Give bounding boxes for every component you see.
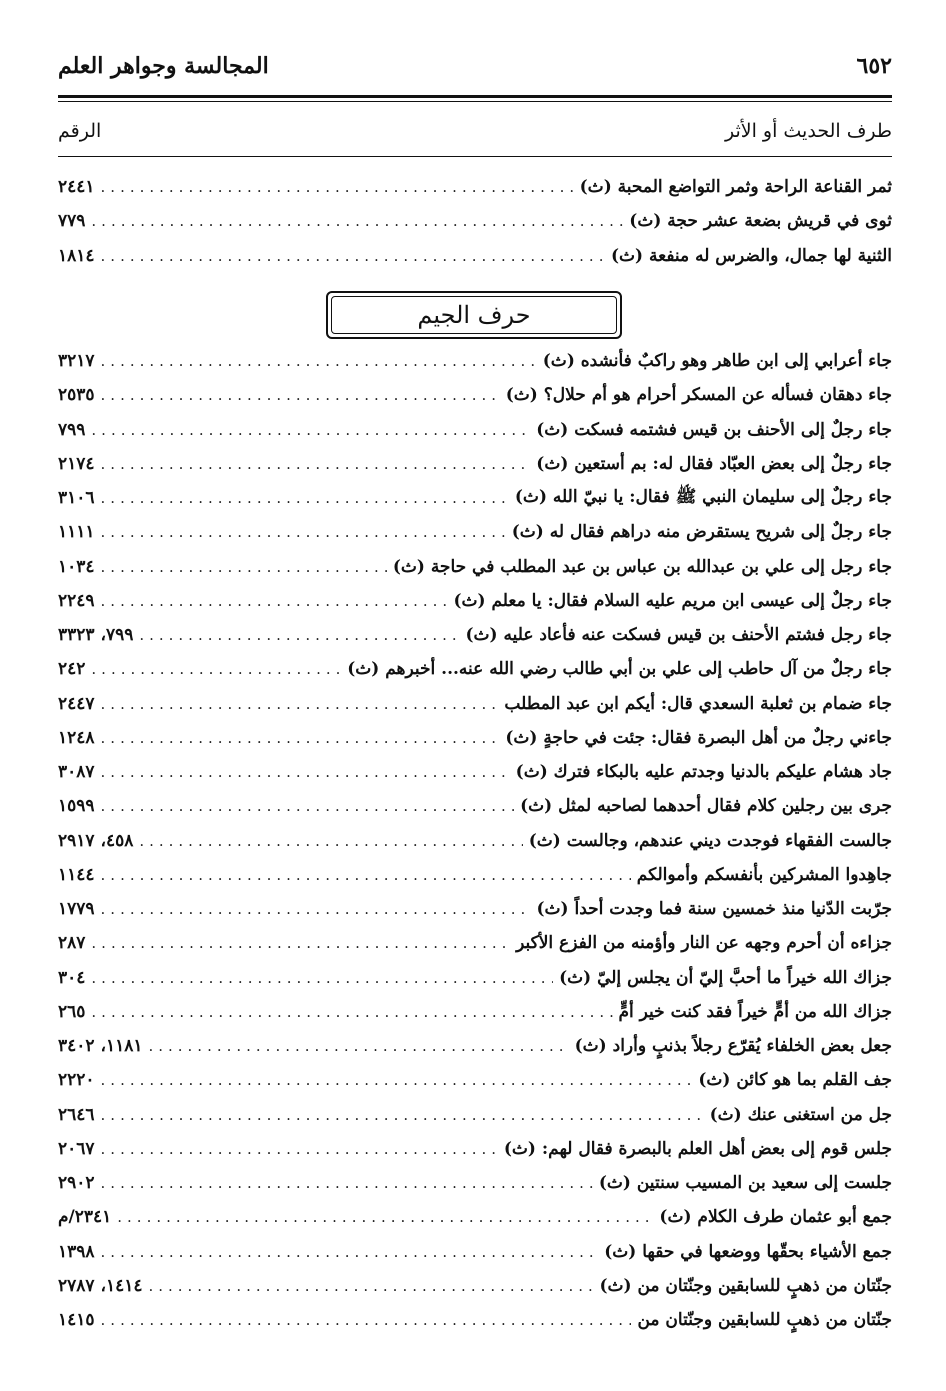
entry-number: ٢٩٠٢ [58,1173,95,1194]
index-entry [58,1303,892,1337]
column-header-number: الرقم [58,120,102,142]
entry-number: ٣٢١٧ [58,351,95,372]
dot-leader [101,1106,704,1124]
header-rule-thick [58,95,892,98]
entry-text: جاء دهقان فسأله عن المسكر أحرام هو أم حلال؟ (ث) [505,385,892,406]
dot-leader [101,1071,693,1089]
dot-leader [101,178,574,196]
section-heading: حرف الجيم [331,296,617,334]
entry-number: ٢٦٥ [58,1001,86,1022]
index-entry [58,995,892,1029]
dot-leader [117,1208,653,1226]
entries-before-list [58,170,892,273]
entry-number: ٢٤٤٧ [58,693,95,714]
entry-number: ٢١٧٤ [58,453,95,474]
index-entry [58,550,892,584]
index-entry [58,652,892,686]
entry-number: ١٠٣٤ [58,556,95,577]
entry-number: ٢٤٢ [58,659,86,680]
entry-text: جلس قوم إلى بعض أهل العلم بالبصرة فقال لهم: (ث) [503,1138,892,1159]
entry-number: ٢٢٢٠ [58,1070,95,1091]
entry-text: جمع الأشياء بحقّها ووضعها في حقها (ث) [604,1241,892,1262]
entry-number: ١٣٩٨ [58,1241,95,1262]
index-entry [58,824,892,858]
entry-number: ٢٤٤١ [58,177,95,198]
entry-text: جاء ضمام بن ثعلبة السعدي قال: أيكم ابن عبد المطلب [504,693,892,714]
entry-text: جاء رجلٌ إلى سليمان النبي ﷺ فقال: يا نبيّ الله (ث) [514,486,892,507]
dot-leader [91,421,530,439]
entry-text: جاء رجلٌ إلى عيسى ابن مريم عليه السلام فقال: يا معلم (ث) [453,590,892,611]
entry-number: ١٧٧٩ [58,899,95,920]
dot-leader [101,900,531,918]
index-entry [58,344,892,378]
column-header-text: طرف الحديث أو الأثر [724,120,892,142]
dot-leader [101,1311,632,1329]
dot-leader [101,455,531,473]
dot-leader [101,1174,593,1192]
dot-leader [148,1277,593,1295]
index-entry [58,961,892,995]
entry-text: جزاك الله خيراً ما أحبَّ إليّ أن يجلس إليّ (ث) [559,967,892,988]
entry-text: جلست إلى سعيد بن المسيب سنتين (ث) [598,1173,892,1194]
index-entry [58,1029,892,1063]
index-entry [58,1235,892,1269]
entry-number: ٧٩٩ [58,419,86,440]
index-entry [58,1166,892,1200]
index-entry [58,584,892,618]
entry-number: ٤٥٨، ٢٩١٧ [58,830,134,851]
dot-leader [101,489,509,507]
dot-leader [139,832,522,850]
entry-number: ٢٣٤١/م [58,1207,112,1228]
dot-leader [101,695,499,713]
dot-leader [101,797,515,815]
dot-leader [101,592,448,610]
index-entry [58,481,892,515]
entry-text: جمع أبو عثمان طرف الكلام (ث) [659,1207,892,1228]
entry-number: ٣٠٨٧ [58,762,95,783]
entry-text: جاء رجل فشتم الأحنف بن قيس فسكت عنه فأعاد عليه (ث) [465,625,892,646]
entry-text: جاء أعرابي إلى ابن طاهر وهو راكبٌ فأنشده (ث) [542,351,892,372]
index-entry [58,789,892,823]
dot-leader [101,729,500,747]
entry-text: ثمر القناعة الراحة وثمر التواضع المحبة (ث) [579,177,892,198]
dot-leader [139,626,459,644]
index-entry [58,170,892,204]
entry-text: جاء رجلٌ إلى شريح يستقرض منه دراهم فقال له (ث) [511,522,892,543]
entry-text: جعل بعض الخلفاء يُقرّع رجلاً بذنبٍ وأراد (ث) [574,1036,892,1057]
dot-leader [148,1037,568,1055]
dot-leader [101,1140,498,1158]
column-headers [58,114,892,148]
entry-text: جزاءه أن أحرم وجهه عن النار وأؤمنه من الفزع الأكبر [516,933,892,954]
entry-number: ٢٥٣٥ [58,385,95,406]
entries-list [58,344,892,1337]
dot-leader [91,1003,612,1021]
dot-leader [91,934,510,952]
entry-number: ١٤١٤، ٢٧٨٧ [58,1275,143,1296]
entry-text: ثوى في قريش بضعة عشر حجة (ث) [629,211,892,232]
index-entry [58,618,892,652]
page-header [58,46,892,86]
entry-number: ١١٤٤ [58,864,95,885]
page-number: ٦٥٢ [856,53,892,79]
index-entry [58,204,892,238]
entry-text: جنّتان من ذهبٍ للسابقين وجنّتان من [637,1310,892,1331]
index-entry [58,239,892,273]
entry-text: جاءني رجلٌ من أهل البصرة فقال: جئت في حاجةٍ (ث) [505,727,892,748]
entry-number: ٧٧٩ [58,211,86,232]
section-heading-box [326,291,622,339]
entry-number: ١١٨١، ٣٤٠٢ [58,1036,143,1057]
entry-number: ١١١١ [58,522,95,543]
entry-text: جالست الفقهاء فوجدت ديني عندهم، وجالست (ث) [528,830,892,851]
index-entry [58,1132,892,1166]
index-entry [58,447,892,481]
dot-leader [101,866,631,884]
index-entry [58,892,892,926]
entry-text: جرّبت الدّنيا منذ خمسين سنة فما وجدت أحداً (ث) [536,899,892,920]
dot-leader [101,386,500,404]
dot-leader [101,763,510,781]
entry-number: ٧٩٩، ٣٣٢٣ [58,625,134,646]
index-entry [58,1098,892,1132]
dot-leader [101,1243,599,1261]
dot-leader [101,247,605,265]
index-entry [58,515,892,549]
book-title: المجالسة وجواهر العلم [58,53,269,79]
dot-leader [101,352,537,370]
index-entry [58,721,892,755]
column-header-rule [58,156,892,157]
dot-leader [101,558,387,576]
entry-text: جف القلم بما هو كائن (ث) [698,1070,892,1091]
index-entry [58,858,892,892]
dot-leader [91,969,553,987]
entry-number: ٣٠٤ [58,967,86,988]
index-entry [58,687,892,721]
entry-text: جاء رجل إلى علي بن عبدالله بن عباس بن عبد المطلب في حاجة (ث) [392,556,892,577]
entry-text: جاهِدوا المشركين بأنفسكم وأموالكم [636,864,892,885]
entry-number: ١٨١٤ [58,245,95,266]
entry-text: جل من استغنى عنك (ث) [709,1104,892,1125]
entry-text: جاد هشام عليكم بالدنيا وجدتم عليه بالبكاء فترك (ث) [515,762,892,783]
index-entry [58,755,892,789]
dot-leader [101,523,506,541]
entry-text: جاء رجلٌ إلى بعض العبّاد فقال له: بم أستعين (ث) [536,453,892,474]
index-entry [58,413,892,447]
entry-number: ١٥٩٩ [58,796,95,817]
index-entry [58,1063,892,1097]
entry-number: ١٢٤٨ [58,727,95,748]
entry-number: ٢٨٧ [58,933,86,954]
entry-text: جرى بين رجلين كلام فقال أحدهما لصاحبه لمثل (ث) [520,796,892,817]
index-entry [58,378,892,412]
entry-number: ٣١٠٦ [58,488,95,509]
dot-leader [91,660,341,678]
entry-text: جزاك الله من أمٍّ خيراً فقد كنت خير أمٍّ [618,1001,892,1022]
index-entry [58,1200,892,1234]
header-rule-thin [58,101,892,102]
entry-number: ١٤١٥ [58,1310,95,1331]
entry-text: جاء رجلٌ من آل حاطب إلى علي بن أبي طالب رضي الله عنه... أخبرهم (ث) [347,659,892,680]
index-entry [58,1269,892,1303]
dot-leader [91,212,623,230]
entry-text: جاء رجلٌ إلى الأحنف بن قيس فشتمه فسكت (ث) [536,419,892,440]
index-entry [58,926,892,960]
entry-number: ٢٢٤٩ [58,590,95,611]
entry-text: جنّتان من ذهبٍ للسابقين وجنّتان من (ث) [599,1275,892,1296]
entry-text: الثنية لها جمال، والضرس له منفعة (ث) [611,245,892,266]
entry-number: ٢٦٤٦ [58,1104,95,1125]
entry-number: ٢٠٦٧ [58,1138,95,1159]
